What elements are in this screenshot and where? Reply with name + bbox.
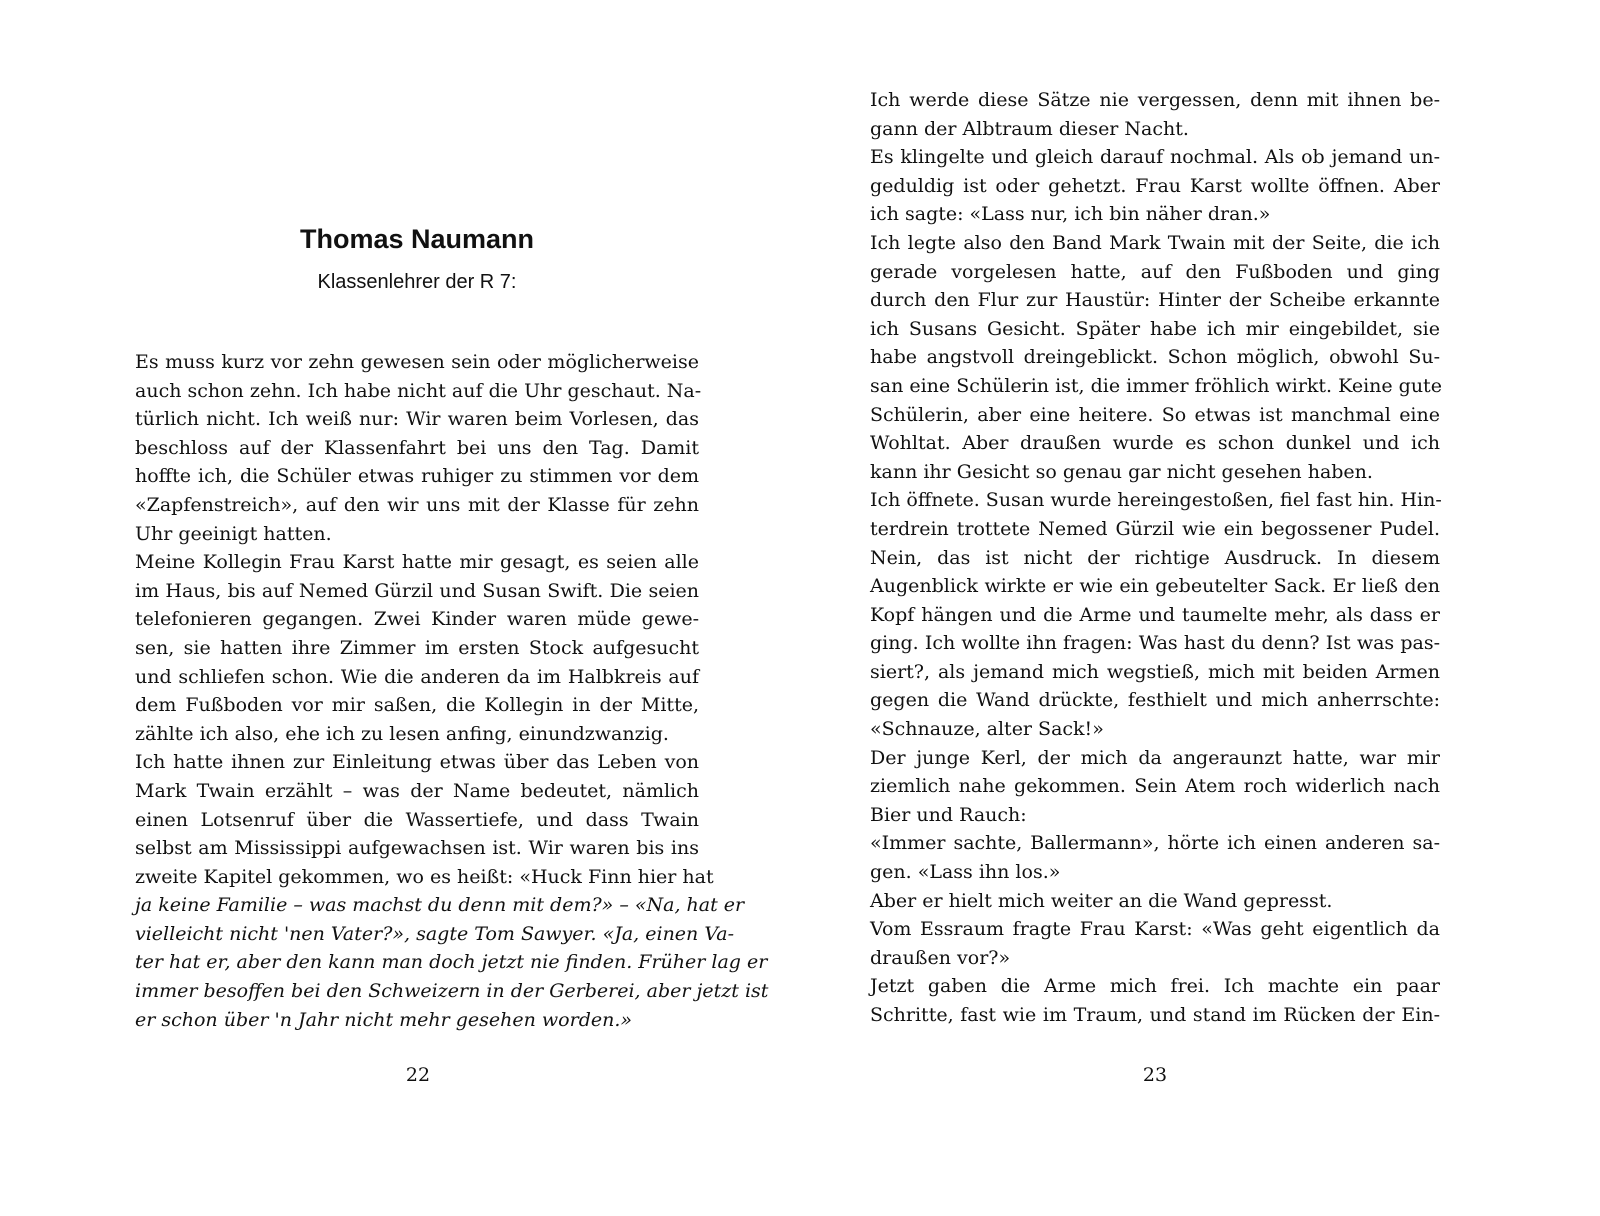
text-line: Vom Essraum fragte Frau Karst: «Was geht eigentlich da: [870, 918, 1440, 941]
text-line: gegen die Wand drückte, festhielt und mich anherrschte:: [870, 689, 1440, 712]
text-line: er schon über 'n Jahr nicht mehr gesehen worden.»: [135, 1008, 633, 1031]
text-line: gen. «Lass ihn los.»: [870, 861, 1061, 884]
text-line: san eine Schülerin ist, die immer fröhlich wirkt. Keine gute: [870, 374, 1442, 397]
text-line: gerade vorgelesen hatte, auf den Fußboden und ging: [870, 260, 1440, 283]
text-line: und schliefen schon. Wie die anderen da im Halbkreis auf: [135, 665, 699, 688]
chapter-subtitle: Klassenlehrer der R 7:: [317, 271, 517, 293]
text-line: Wohltat. Aber draußen wurde es schon dunkel und ich: [870, 432, 1440, 455]
text-line: im Haus, bis auf Nemed Gürzil und Susan Swift. Die seien: [135, 579, 699, 602]
text-line: «Immer sachte, Ballermann», hörte ich einen anderen sa-: [870, 832, 1440, 855]
text-line: Uhr geeinigt hatten.: [135, 522, 332, 545]
text-line: ging. Ich wollte ihn fragen: Was hast du denn? Ist was pas-: [870, 632, 1440, 655]
text-line: Schritte, fast wie im Traum, und stand im Rücken der Ein-: [870, 1004, 1440, 1026]
chapter-name: Thomas Naumann: [299, 224, 535, 254]
text-line: Mark Twain erzählt – was der Name bedeutet, nämlich: [135, 779, 699, 802]
text-line: immer besoffen bei den Schweizern in der Gerberei, aber jetzt ist: [135, 980, 769, 1003]
page-number-left: 22: [405, 1064, 431, 1086]
text-line: Ich werde diese Sätze nie vergessen, denn mit ihnen be-: [870, 89, 1440, 111]
text-line: ter hat er, aber den kann man doch jetzt nie finden. Früher lag er: [135, 951, 768, 974]
right-page-text: [870, 86, 1440, 1030]
text-line: Schülerin, aber eine heitere. So etwas ist manchmal eine: [870, 403, 1440, 426]
text-line: Ich öffnete. Susan wurde hereingestoßen, fiel fast hin. Hin-: [870, 489, 1442, 512]
text-line: Aber er hielt mich weiter an die Wand gepresst.: [870, 889, 1333, 912]
chapter-heading: [135, 222, 699, 296]
text-line: Es muss kurz vor zehn gewesen sein oder möglicherweise: [135, 351, 699, 373]
text-line: kann ihr Gesicht so genau gar nicht gesehen haben.: [870, 460, 1373, 483]
text-line: ja keine Familie – was machst du denn mit dem?» – «Na, hat er: [135, 894, 745, 917]
left-page-text: [135, 348, 769, 1034]
page-number-right: 23: [1142, 1064, 1168, 1086]
text-line: siert?, als jemand mich wegstieß, mich mit beiden Armen: [870, 660, 1440, 683]
text-line: hoffte ich, die Schüler etwas ruhiger zu stimmen vor dem: [135, 465, 699, 488]
text-line: Ich hatte ihnen zur Einleitung etwas über das Leben von: [135, 751, 699, 774]
text-line: sen, sie hatten ihre Zimmer im ersten Stock aufgesucht: [135, 636, 699, 659]
text-line: auch schon zehn. Ich habe nicht auf die Uhr geschaut. Na-: [135, 379, 702, 402]
text-line: Jetzt gaben die Arme mich frei. Ich machte ein paar: [870, 975, 1440, 998]
text-line: Nein, das ist nicht der richtige Ausdruck. In diesem: [870, 546, 1440, 569]
text-line: Es klingelte und gleich darauf nochmal. Als ob jemand un-: [870, 146, 1440, 169]
text-line: zählte ich also, ehe ich zu lesen anfing, einundzwanzig.: [135, 722, 669, 745]
text-line: Bier und Rauch:: [870, 803, 1027, 826]
text-line: «Zapfenstreich», auf den wir uns mit der Klasse für zehn: [135, 493, 699, 516]
text-line: Kopf hängen und die Arme und taumelte mehr, als dass er: [870, 603, 1440, 626]
text-line: habe angstvoll dreingeblickt. Schon möglich, obwohl Su-: [870, 346, 1440, 369]
text-line: Augenblick wirkte er wie ein gebeutelter Sack. Er ließ den: [870, 575, 1440, 598]
text-line: ich Susans Gesicht. Später habe ich mir eingebildet, sie: [870, 317, 1440, 340]
text-line: Meine Kollegin Frau Karst hatte mir gesagt, es seien alle: [135, 551, 699, 574]
text-line: zweite Kapitel gekommen, wo es heißt: «Huck Finn hier hat: [135, 865, 714, 888]
text-line: vielleicht nicht 'nen Vater?», sagte Tom Sawyer. «Ja, einen Va-: [135, 922, 735, 945]
text-line: draußen vor?»: [870, 946, 1011, 969]
text-line: geduldig ist oder gehetzt. Frau Karst wollte öffnen. Aber: [870, 174, 1440, 197]
text-line: türlich nicht. Ich weiß nur: Wir waren beim Vorlesen, das: [135, 408, 699, 431]
text-line: einen Lotsenruf über die Wassertiefe, und dass Twain: [135, 808, 699, 831]
text-line: dem Fußboden vor mir saßen, die Kollegin in der Mitte,: [135, 694, 699, 717]
text-line: durch den Flur zur Haustür: Hinter der Scheibe erkannte: [870, 289, 1440, 312]
text-line: «Schnauze, alter Sack!»: [870, 718, 1104, 741]
text-line: beschloss auf der Klassenfahrt bei uns den Tag. Damit: [135, 436, 699, 459]
text-line: Ich legte also den Band Mark Twain mit der Seite, die ich: [870, 231, 1440, 254]
text-line: selbst am Mississippi aufgewachsen ist. Wir waren bis ins: [135, 837, 699, 860]
text-line: ziemlich nahe gekommen. Sein Atem roch widerlich nach: [870, 775, 1440, 798]
text-line: gann der Albtraum dieser Nacht.: [870, 117, 1189, 140]
text-line: telefonieren gegangen. Zwei Kinder waren müde gewe-: [135, 608, 699, 631]
right-page: [800, 0, 1600, 1216]
text-line: Der junge Kerl, der mich da angeraunzt hatte, war mir: [870, 746, 1440, 769]
text-line: ich sagte: «Lass nur, ich bin näher dran.»: [870, 203, 1271, 226]
text-line: terdrein trottete Nemed Gürzil wie ein begossener Pudel.: [870, 517, 1440, 540]
